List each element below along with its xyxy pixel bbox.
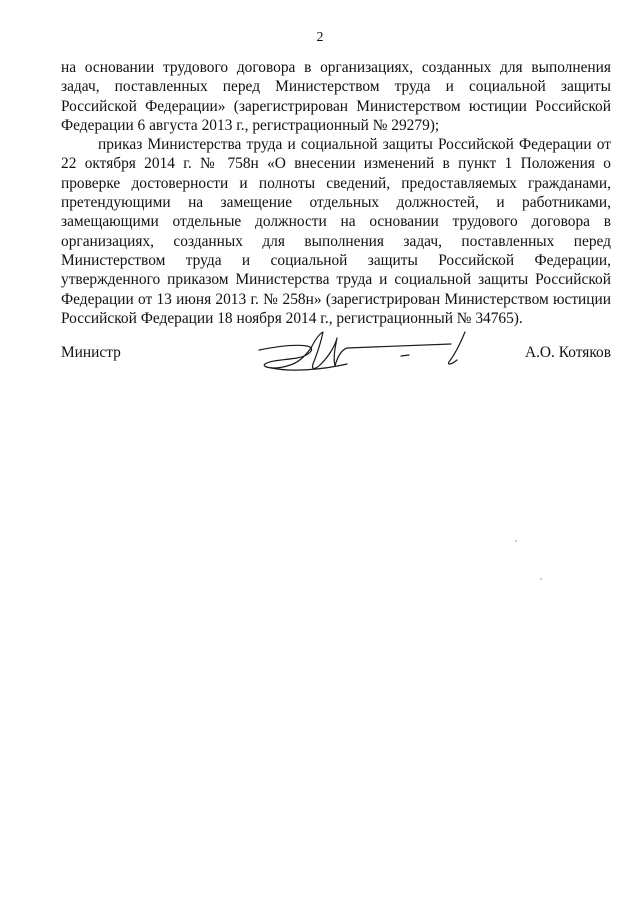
signer-name: А.О. Котяков <box>524 344 611 361</box>
paragraph-order-758n: приказ Министерства труда и социальной защиты Российской Федерации от 22 октября 2014 г. № 758н «О внесении изменений в пункт 1 Положения о проверке достоверности и полноты сведений, предоставляемых гражданами, претендующими на замещение отдельных должностей, и работниками, замещающими отдельные должности на основании трудового договора в организациях, созданных для выполнения задач, поставленных перед Министерством труда и социальной защиты Российской Федерации, утвержденного приказом Министерства труда и социальной защиты Российской Федерации от 13 июня 2013 г. № 258н» (зарегистрирован Министерством юстиции Российской Федерации 18 ноября 2014 г., регистрационный № 34765). <box>61 136 611 327</box>
page-number: 2 <box>316 30 324 45</box>
document-body <box>61 58 611 328</box>
scan-speck <box>515 540 517 542</box>
paragraph-continuation: на основании трудового договора в организациях, созданных для выполнения задач, поставленных перед Министерством труда и социальной защиты Российской Федерации» (зарегистрирован Министерством юстиции Российской Федерации 6 августа 2013 г., регистрационный № 29279); <box>61 59 611 134</box>
handwritten-signature <box>251 330 491 382</box>
signature-block <box>61 344 611 384</box>
signer-position: Министр <box>61 344 121 361</box>
scan-speck <box>540 578 542 580</box>
